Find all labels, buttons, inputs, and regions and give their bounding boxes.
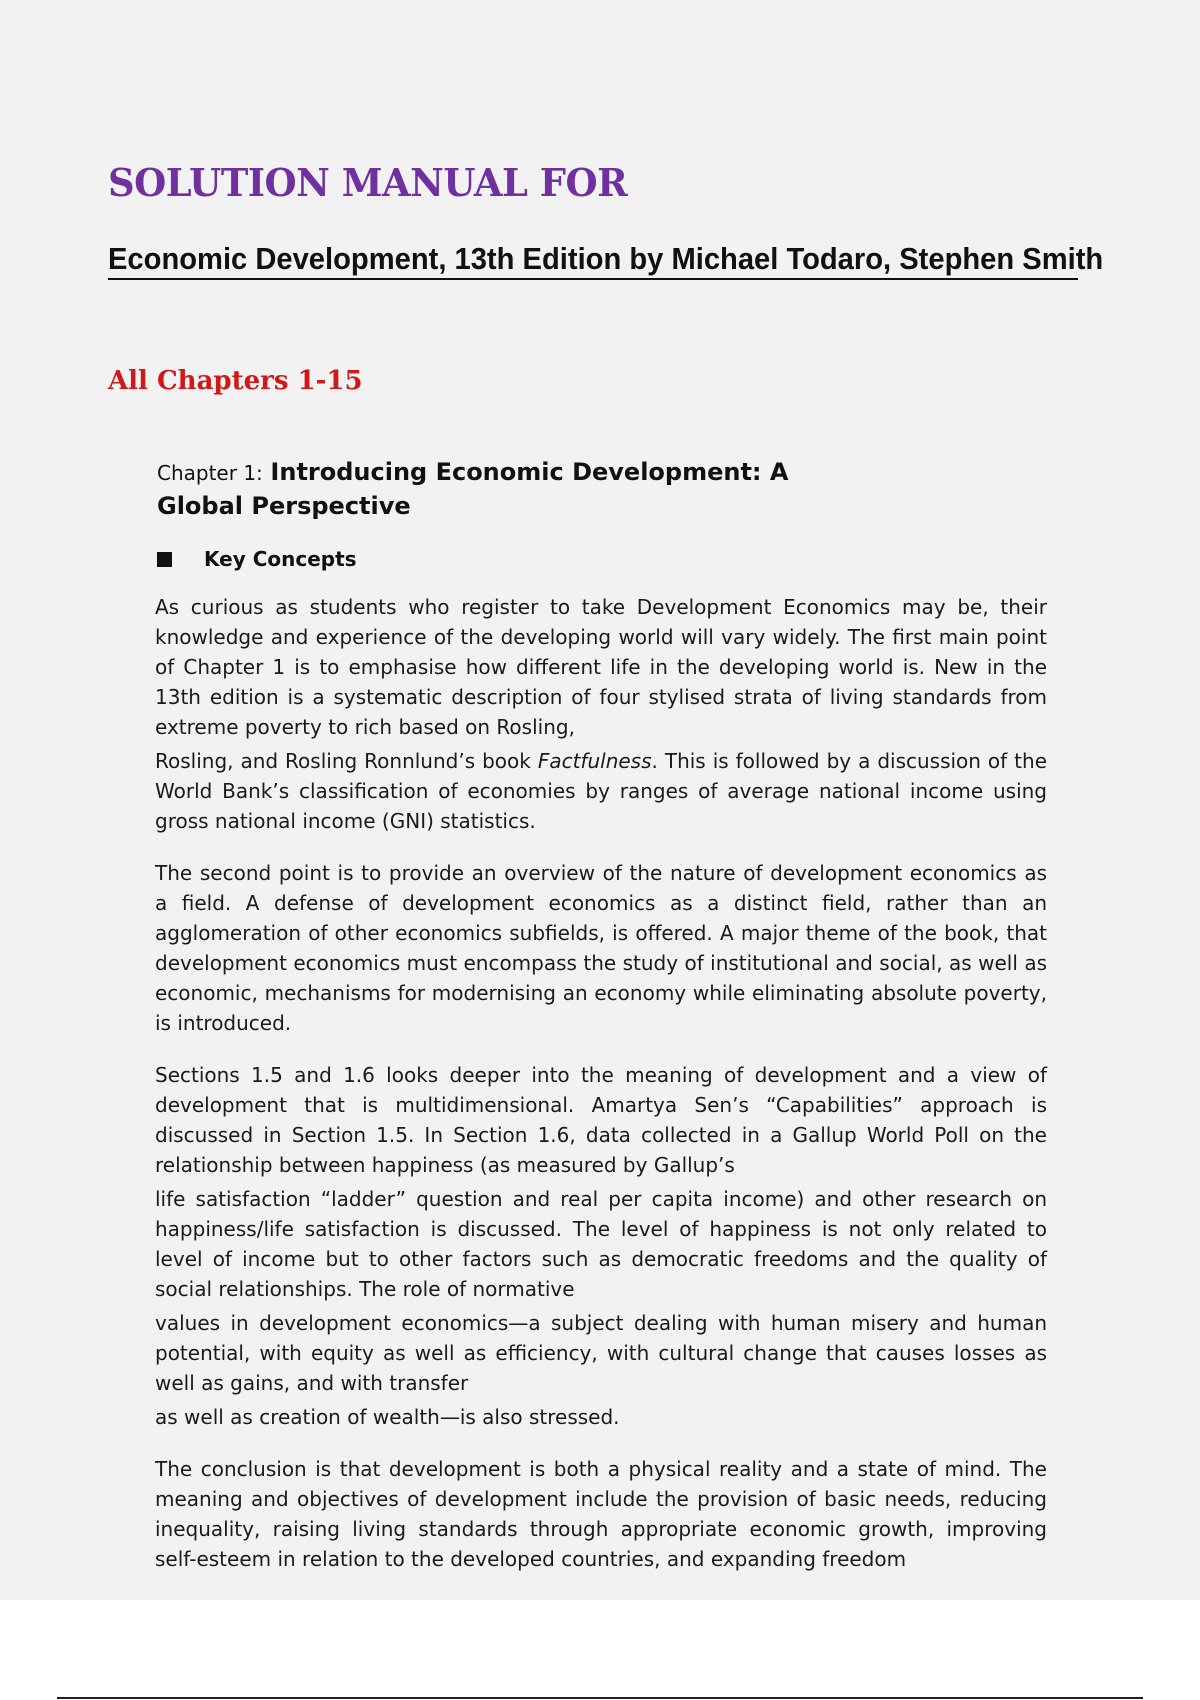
paragraph-3d: as well as creation of wealth—is also stressed.	[155, 1405, 620, 1429]
chapter-heading	[157, 456, 797, 523]
section-heading-label: Key Concepts	[204, 547, 357, 571]
paragraph-3a: Sections 1.5 and 1.6 looks deeper into the meaning of development and a view of development that is multidimensional. Amartya Sen’s “Capabilities” approach is discussed in Section 1.5. In Section 1.6, data collected in a Gallup World Poll on the relationship between happiness (as measured by Gallup’s	[155, 1063, 1047, 1177]
chapter-prefix: Chapter 1:	[157, 461, 263, 485]
paragraph-3b: life satisfaction “ladder” question and real per capita income) and other research on happiness/life satisfaction is discussed. The level of happiness is not only related to level of income but to other factors such as democratic freedoms and the quality of social relationships. The role of normative	[155, 1187, 1047, 1301]
paragraph-4: The conclusion is that development is both a physical reality and a state of mind. The meaning and objectives of development include the provision of basic needs, reducing inequality, raising living standards through appropriate economic growth, improving self-esteem in relation to the developed countries, and expanding freedom	[155, 1457, 1047, 1571]
paragraph-1b	[155, 746, 1047, 836]
paragraph-2: The second point is to provide an overview of the nature of development economics as a field. A defense of development economics as a distinct field, rather than an agglomeration of other economics subfields, is offered. A major theme of the book, that development economics must encompass the study of institutional and social, as well as economic, mechanisms for modernising an economy while eliminating absolute poverty, is introduced.	[155, 861, 1047, 1035]
paragraph-1a: As curious as students who register to take Development Economics may be, their knowledge and experience of the developing world will vary widely. The first main point of Chapter 1 is to emphasise how different life in the developing world is. New in the 13th edition is a systematic description of four stylised strata of living standards from extreme poverty to rich based on Rosling,	[155, 595, 1047, 739]
body-text	[155, 592, 1047, 1596]
section-heading	[157, 547, 357, 571]
paragraph-3c: values in development economics—a subject dealing with human misery and human potential, with equity as well as efficiency, with cultural change that causes losses as well as gains, and with transfer	[155, 1311, 1047, 1395]
chapters-range: All Chapters 1-15	[108, 366, 363, 396]
book-name-factfulness: Factfulness	[537, 749, 652, 773]
chapter-title: Introducing Economic Development: A Global Perspective	[157, 458, 789, 520]
paragraph-1b-start: Rosling, and Rosling Ronnlund’s book	[155, 749, 538, 773]
paragraph-1b-end: . This is followed by a discussion of the World Bank’s classification of economies by ranges of average national income using gross national income (GNI) statistics.	[155, 749, 1048, 833]
footer-rule	[57, 1697, 1143, 1699]
book-title: Economic Development, 13th Edition by Michael Todaro, Stephen Smith	[108, 241, 1078, 280]
manual-title: SOLUTION MANUAL FOR	[108, 160, 628, 205]
bullet-square-icon	[157, 552, 172, 567]
